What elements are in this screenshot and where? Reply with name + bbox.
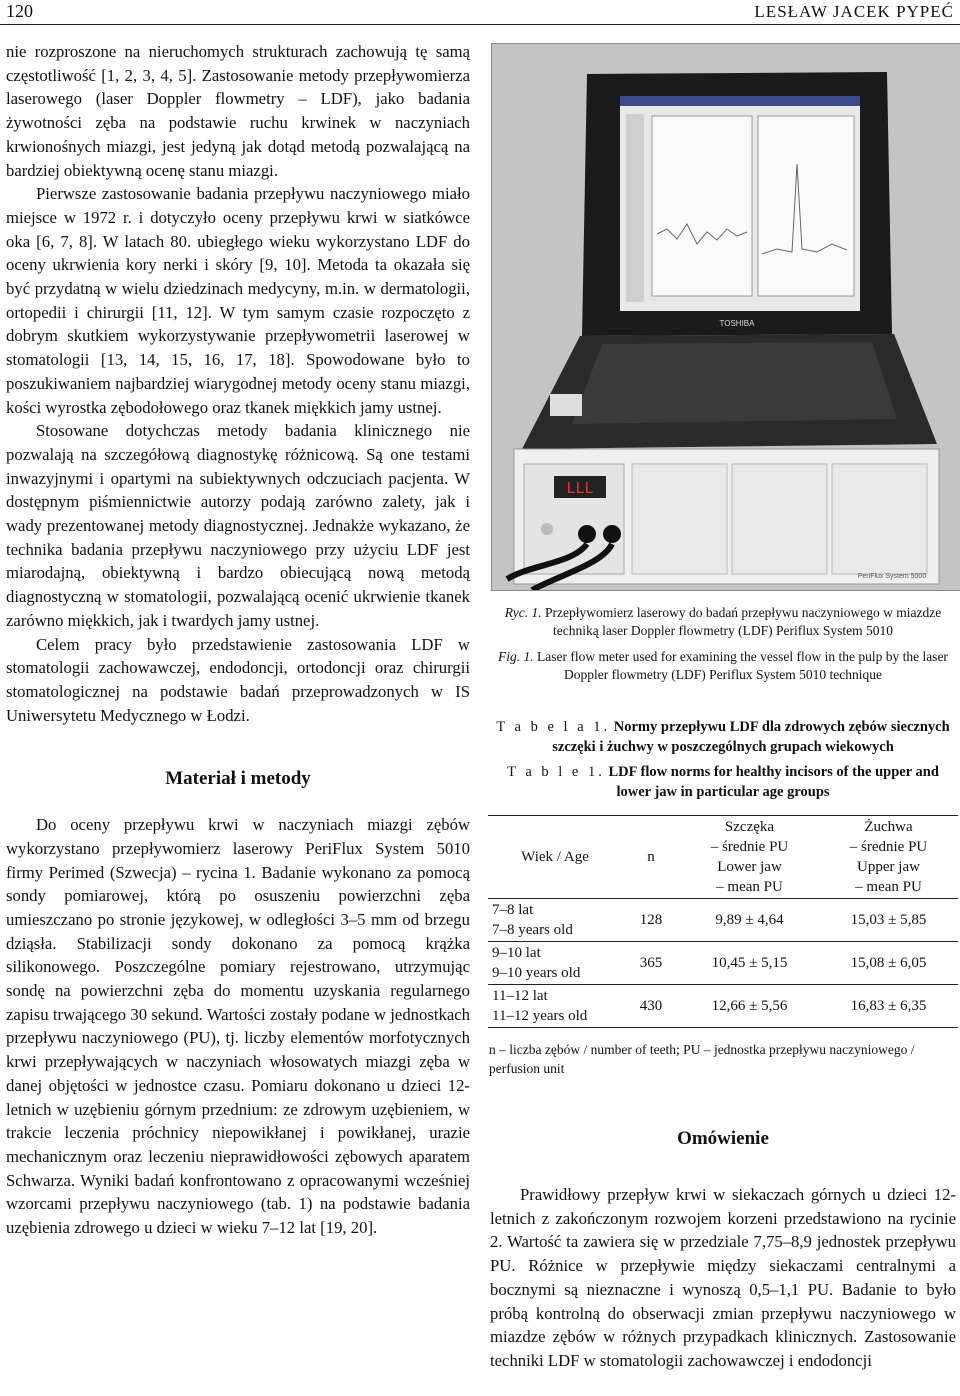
table-row — [488, 899, 958, 942]
col-header-lower-l4: – mean PU — [855, 879, 922, 895]
table-caption-en — [489, 763, 957, 802]
paragraph-aim: Celem pracy było przedstawienie zastosowania LDF w stomatologii zachowawczej, endodoncji, ortodoncji oraz chirurgii stomatologicznej na podstawie badań przeprowadzonych w IS Uniwersytetu Medycznego w Łodzi. — [6, 634, 470, 725]
left-column — [6, 40, 470, 1240]
running-author: LESŁAW JACEK PYPEĆ — [754, 2, 954, 21]
table-label-pl: T a b e l a 1. — [496, 719, 611, 735]
ldf-norms-table — [488, 815, 958, 1028]
cell-lower: 15,03 ± 5,85 — [850, 912, 927, 928]
running-header — [0, 0, 960, 25]
figure-photo-laser-flowmeter — [491, 43, 960, 591]
cell-lower: 16,83 ± 6,35 — [850, 998, 927, 1014]
col-header-age: Wiek / Age — [521, 849, 589, 865]
page-number: 120 — [6, 1, 33, 21]
col-header-lower-l3: Upper jaw — [857, 859, 920, 875]
cell-age: 11–12 lat 11–12 years old — [492, 988, 588, 1024]
col-header-upper-l1: Szczęka — [724, 819, 775, 835]
cell-upper: 9,89 ± 4,64 — [715, 912, 784, 928]
section-title-materials: Materiał i metody — [165, 768, 311, 790]
col-header-lower — [819, 816, 958, 899]
table-caption-pl-text: Normy przepływu LDF dla zdrowych zębów siecznych szczęki i żuchwy w poszczególnych grupach wiekowych — [552, 719, 950, 755]
col-header-lower-l2: – średnie PU — [849, 839, 928, 855]
col-header-upper-l4: – mean PU — [716, 879, 783, 895]
table-row — [488, 942, 958, 985]
cell-upper: 12,66 ± 5,56 — [711, 998, 788, 1014]
cell-n: 430 — [639, 998, 663, 1014]
laptop-brand-text: TOSHIBA — [719, 319, 755, 328]
figure-label-en: Fig. 1. — [498, 649, 534, 664]
table-footnote: n – liczba zębów / number of teeth; PU – jednostka przepływu naczyniowego / perfusion unit — [489, 1042, 915, 1076]
device-label-text: PeriFlux System 5000 — [857, 573, 927, 580]
cell-n: 365 — [639, 955, 663, 971]
table-caption-pl — [489, 718, 957, 757]
paragraph-materials: Do oceny przepływu krwi w naczyniach miazgi zębów wykorzystano przepływomierz laserowy PeriFlux System 5010 firmy Perimed (Szwecja) – rycina 1. Badanie wykonano za pomocą sondy pomiarowej, którą po osuszeniu powierzchni zęba umieszczano po stronie językowej, w odległości 3–5 mm od brzegu dziąsła. Stabilizacji sondy dokonano za pomocą krążka silikonowego. Poszczególne pomiary rejestrowano, utrzymując sondę na powierzchni zęba do momentu uzyskania regularnego zapisu trwającego 30 sekund. Wartości zostały podane w jednostkach przepływu naczyniowego (PU), tj. liczby elementów morfotycznych krwi przepływających w naczyniach włosowatych miazgi zęba w danej objętości w jednostce czasu. Pomiaru dokonano u dzieci 12-letnich w uzębieniu górnym przednium: ze zdrowym uzębieniem, w trakcie leczenia próchnicy niepowikłanej i powikłanej, urazie mechanicznym oraz leczeniu nieprawidłowości zębowych aparatem Schwarza. Wyniki badań konfrontowano z opracowanymi wcześniej wzorcami przepływu naczyniowego (tab. 1) na podstawie badania uzębienia zdrowego u dzieci w wieku 7–12 lat [19, 20]. — [6, 815, 470, 1238]
paragraph-discussion: Prawidłowy przepływ krwi w siekaczach górnych u dzieci 12-letnich z zakończonym rozwojem korzeni przedstawiono na rycinie 2. Wartość ta zawiera się w przedziale 7,75–8,9 jednostek przepływu PU. Różnice w przepływie między siekaczami centralnymi a bocznymi są nieznaczne i wynoszą 0,5–1,1 PU. Badanie to było próbą kontrolną do obserwacji zmian przepływu naczyniowego w miazdze zębów w różnych przypadkach klinicznych. Zastosowanie techniki LDF w stomatologii zachowawczej i endodoncji — [490, 1185, 956, 1370]
device-display-digits: LLL — [566, 479, 594, 497]
figure-caption-pl-text: Przepływomierz laserowy do badań przepływu naczyniowego w miazdze techniką laser Doppler flowmetry (LDF) Periflux System 5010 — [545, 605, 942, 638]
laptop-device-illustration — [492, 44, 960, 590]
figure-caption-pl — [489, 604, 957, 640]
figure-label-pl: Ryc. 1. — [504, 605, 542, 620]
col-header-upper-l3: Lower jaw — [717, 859, 782, 875]
cell-upper: 10,45 ± 5,15 — [711, 955, 788, 971]
cell-age: 9–10 lat 9–10 years old — [492, 945, 581, 981]
paragraph-intro: nie rozproszone na nieruchomych strukturach zachowują tę samą częstotliwość [1, 2, 3, 4, 5]. Zastosowanie metody przepływomierza laserowego (laser Doppler flowmetry – LDF), jako badania żywotności zęba na podstawie ruchu krwinek w naczyniach krwionośnych miazgi, jest jedyną jak dotąd metodą pozwalającą na bardziej obiektywną ocenę stanu miazgi. — [6, 42, 470, 180]
col-header-n: n — [647, 849, 655, 865]
cell-n: 128 — [639, 912, 663, 928]
section-title-discussion: Omówienie — [677, 1128, 769, 1149]
cell-age: 7–8 lat 7–8 years old — [492, 902, 573, 938]
col-header-upper-l2: – średnie PU — [710, 839, 789, 855]
table-caption-en-text: LDF flow norms for healthy incisors of the upper and lower jaw in particular age groups — [608, 764, 939, 800]
figure-caption-en-text: Laser flow meter used for examining the vessel flow in the pulp by the laser Doppler flowmetry (LDF) Periflux System 5010 technique — [537, 649, 948, 682]
table-label-en: T a b l e 1. — [507, 764, 605, 780]
table-header-row — [488, 816, 958, 899]
paragraph-history: Pierwsze zastosowanie badania przepływu naczyniowego miało miejsce w 1972 r. i dotyczyło oceny przepływu krwi w siatkówce oka [6, 7, 8]. W latach 80. ubiegłego wieku wykorzystano LDF do oceny ukrwienia kory nerki i skóry [9, 10]. Metoda ta okazała się być przydatną w wielu dziedzinach medycyny, m.in. w dermatologii, ortopedii i chirurgii [11, 12]. W tym samym czasie rozpoczęto z dobrym skutkiem wykorzystywanie przepływometrii laserowej w stomatologii [13, 14, 15, 16, 17, 18]. Spowodowane było to poszukiwaniem najbardziej wiarygodnej metody oceny stanu miazgi, kości wyrostka zębodołowego oraz tkanek miękkich jamy ustnej. — [6, 184, 470, 417]
table-row — [488, 985, 958, 1028]
figure-caption-en — [489, 648, 957, 684]
cell-lower: 15,08 ± 6,05 — [850, 955, 927, 971]
right-column-text — [490, 1183, 956, 1373]
col-header-upper — [680, 816, 819, 899]
col-header-lower-l1: Żuchwa — [864, 819, 913, 835]
paragraph-methods-review: Stosowane dotychczas metody badania klinicznego nie pozwalają na szczegółową diagnostykę różnicową. Są one testami inwazyjnymi i opartymi na subiektywnych odczuciach pacjenta. W dostępnym piśmiennictwie autorzy podają zarówno zalety, jak i wady prezentowanej metody diagnostycznej. Jednakże wykazano, że technika badania przepływu naczyniowego przy użyciu LDF jest miarodajną, obiektywną i bardzo obiecującą nową metodą diagnostyczną w stomatologii, pozwalającą ocenić ukrwienie tkanek zarówno miękkich, jak i twardych jamy ustnej. — [6, 421, 470, 630]
